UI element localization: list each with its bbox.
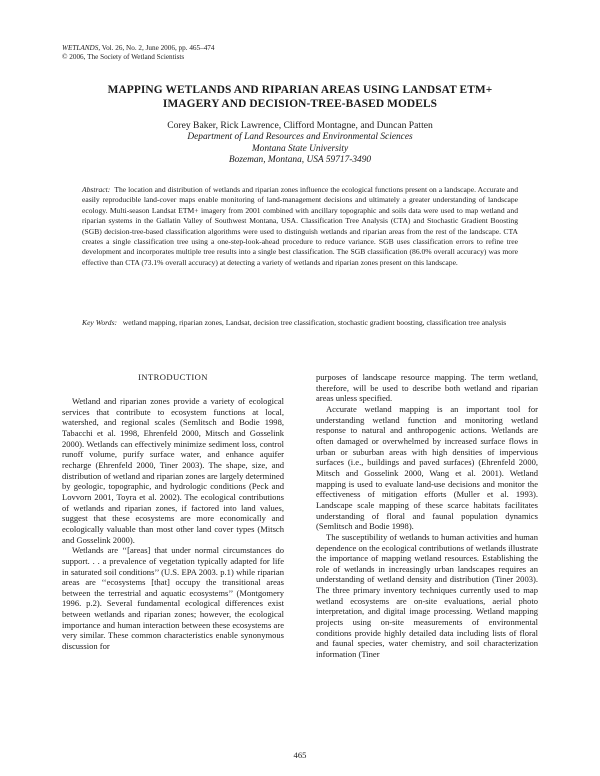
keywords xyxy=(82,318,518,328)
keywords-label: Key Words: xyxy=(82,318,118,327)
abstract-label: Abstract: xyxy=(82,185,111,194)
journal-header xyxy=(62,44,362,62)
body-paragraph: The susceptibility of wetlands to human activities and human dependence on the ecological contributions of wetlands illustrate the importance of mapping wetland resources. Establishing the role of wetlands in increasingly urban landscapes requires an understanding of wetland density and distribution (Tiner 2003). The three primary inventory techniques currently used to map wetland ecosystems are on-site evaluations, aerial photo interpretation, and digital image processing. Wetland mapping projects using on-site measurements of environmental conditions provide highly detailed data including lists of floral and faunal species, water chemistry, and soil characterization information (Tiner xyxy=(316,531,538,660)
affiliation-department: Department of Land Resources and Environmental Sciences xyxy=(187,132,413,142)
author-list: Corey Baker, Rick Lawrence, Clifford Montagne, and Duncan Patten xyxy=(167,120,433,131)
body-column-right xyxy=(316,372,538,660)
body-column-left xyxy=(62,372,284,652)
journal-name: WETLANDS xyxy=(62,44,99,52)
body-paragraph: Wetland and riparian zones provide a variety of ecological services that contribute to ecosystem functions at local, watershed, and regional scales (Semlitsch and Bodie 1998, Tabacchi et al. 1998, Ehrenfeld 2000, Mitsch and Gosselink 2000). Wetlands can effectively minimize sediment loss, control runoff volume, purify surface water, and enhance aquifer recharge (Ehrenfeld 2000, Tiner 2003). The shape, size, and distribution of wetland and riparian zones are largely determined by geologic, topographic, and hydrologic conditions (Peck and Lovvorn 2001, Toyra et al. 2002). The ecological contributions of wetlands and riparian zones, if factored into land values, suggest that these ecosystems are more economically and ecologically valuable than most other land cover types (Mitsch and Gosselink 2000). xyxy=(62,396,284,545)
journal-citation xyxy=(62,44,362,53)
affiliation-address: Bozeman, Montana, USA 59717-3490 xyxy=(228,155,372,166)
affiliation xyxy=(62,132,538,167)
section-heading-introduction: INTRODUCTION xyxy=(138,372,208,382)
body-paragraph: purposes of landscape resource mapping. The term wetland, therefore, will be used to describe both wetland and riparian areas unless specified. xyxy=(316,372,538,404)
body-paragraph: Accurate wetland mapping is an important tool for understanding wetland function and monitoring wetland response to natural and anthropogenic actions. Wetlands are often damaged or overwhelmed by increased surface flows in urban or suburban areas with high densities of impervious surfaces (i.e., buildings and paved surfaces) (Ehrenfeld 2000, Mitsch and Gosselink 2000, Wang et al. 2001). Wetland mapping is used to evaluate land-use decisions and monitor the effectiveness of mitigation efforts (Muller et al. 1993). Landscape scale mapping of these scarce habitats facilitates understanding of floral and faunal population dynamics (Semlitsch and Bodie 1998). xyxy=(316,403,538,532)
affiliation-university: Montana State University xyxy=(251,143,349,154)
keywords-text: wetland mapping, riparian zones, Landsat, decision tree classification, stochastic gradient boosting, classification tree analysis xyxy=(122,318,507,327)
title-line-1: MAPPING WETLANDS AND RIPARIAN AREAS USING LANDSAT ETM+ xyxy=(107,84,493,96)
body-paragraph: Wetlands are ‘‘[areas] that under normal circumstances do support. . . a prevalence of vegetation typically adapted for life in saturated soil conditions’’ (U.S. EPA 2003. p.1) while riparian areas are ‘‘ecosystems [that] occupy the transitional areas between the terrestrial and aquatic ecosystems’’ (Montgomery 1996. p.2). Several fundamental ecological differences exist between wetlands and riparian zones; however, the ecological importance and human interaction between these ecosystems are very similar. These common characteristics enable synonymous discussion for xyxy=(62,545,284,652)
journal-volume-info: , Vol. 26, No. 2, June 2006, pp. 465–474 xyxy=(98,44,215,52)
title-line-2: IMAGERY AND DECISION-TREE-BASED MODELS xyxy=(162,97,438,110)
abstract-text: The location and distribution of wetlands and riparian zones influence the ecological functions present on a landscape. Accurate and easily reproducible land-cover maps enable monitoring of land-management decisions and ultimately a greater understanding of landscape ecology. Multi-season Landsat ETM+ imagery from 2001 combined with ancillary topographic and soils data were used to map wetland and riparian systems in the Gallatin Valley of Southwest Montana, USA. Classification Tree Analysis (CTA) and Stochastic Gradient Boosting (SGB) decision-tree-based classification algorithms were used to distinguish wetlands and riparian areas from the rest of the landscape. CTA creates a single classification tree using a one-step-look-ahead procedure to reduce variance. SGB uses classification errors to refine tree development and incorporates multiple tree results into a single best classification. The SGB classification (86.0% overall accuracy) was more effective than CTA (73.1% overall accuracy) at detecting a variety of wetlands and riparian zones present on this landscape. xyxy=(82,185,518,267)
abstract xyxy=(82,185,518,268)
copyright-notice: © 2006, The Society of Wetland Scientists xyxy=(62,53,185,61)
page-number: 465 xyxy=(293,750,307,760)
paper-title xyxy=(62,84,538,111)
